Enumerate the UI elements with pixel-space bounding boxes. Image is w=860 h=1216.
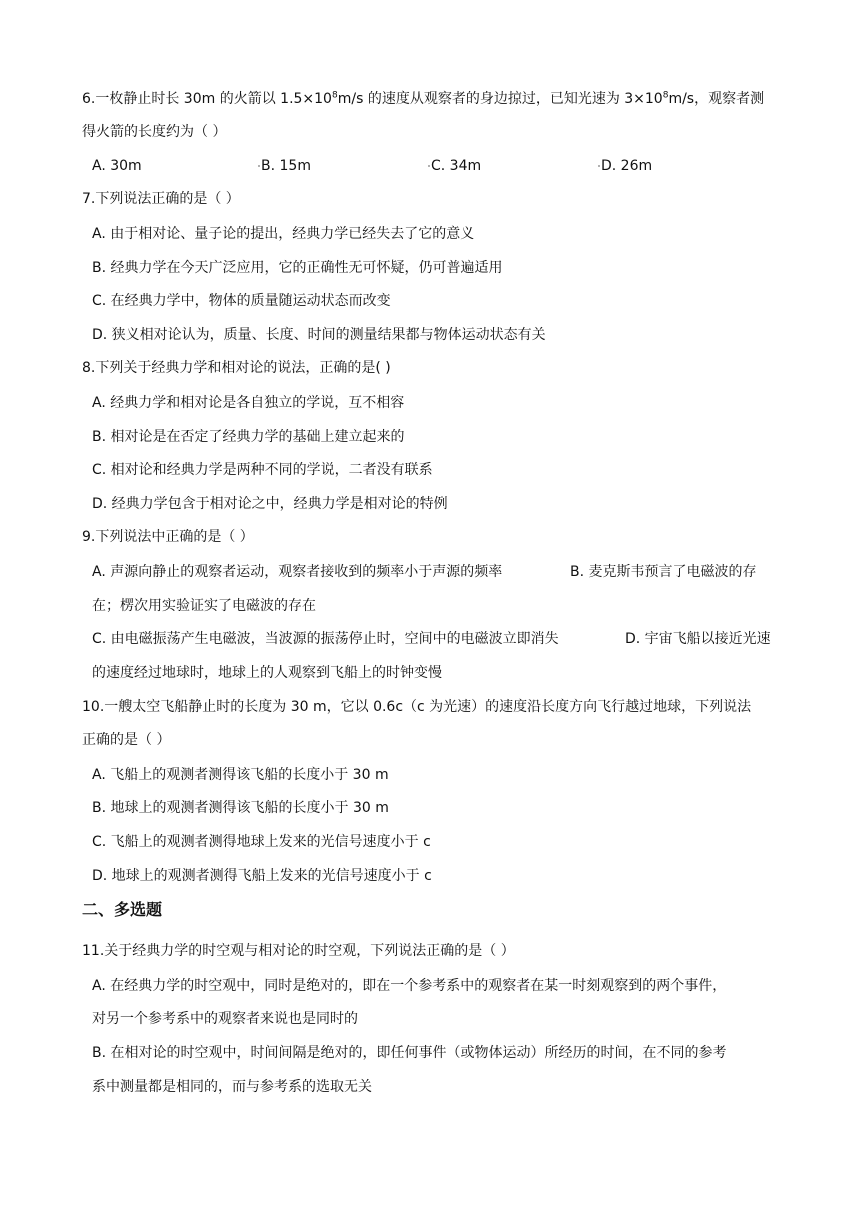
- q9-option-b-line1: B. 麦克斯韦预言了电磁波的存: [570, 564, 757, 580]
- q6-text-part3: m/s，观察者测: [668, 91, 765, 107]
- q7-stem: 7.下列说法正确的是（ ）: [82, 191, 240, 207]
- q10-option-b: B. 地球上的观测者测得该飞船的长度小于 30 m: [92, 800, 389, 816]
- bullet-dot-icon: [258, 165, 260, 167]
- q10-option-c: C. 飞船上的观测者测得地球上发来的光信号速度小于 c: [92, 834, 431, 850]
- q7-option-d: D. 狭义相对论认为，质量、长度、时间的测量结果都与物体运动状态有关: [92, 327, 546, 343]
- q9-option-a: A. 声源向静止的观察者运动，观察者接收到的频率小于声源的频率: [92, 564, 503, 580]
- q9-option-d-line2: 的速度经过地球时，地球上的人观察到飞船上的时钟变慢: [92, 665, 442, 681]
- q7-option-c: C. 在经典力学中，物体的质量随运动状态而改变: [92, 293, 391, 309]
- q11-stem: 11.关于经典力学的时空观与相对论的时空观，下列说法正确的是（ ）: [82, 943, 515, 959]
- q6-option-c: C. 34m: [428, 156, 481, 176]
- q9-stem: 9.下列说法中正确的是（ ）: [82, 529, 254, 545]
- q7-option-b: B. 经典力学在今天广泛应用，它的正确性无可怀疑，仍可普遍适用: [92, 260, 503, 276]
- q8-option-d: D. 经典力学包含于相对论之中，经典力学是相对论的特例: [92, 496, 448, 512]
- bullet-dot-icon: [428, 165, 430, 167]
- q6-exponent-2: 8: [662, 90, 669, 101]
- q10-option-a: A. 飞船上的观测者测得该飞船的长度小于 30 m: [92, 767, 389, 783]
- q6-exponent-1: 8: [331, 90, 338, 101]
- q9-option-b-line2: 在；楞次用实验证实了电磁波的存在: [92, 598, 316, 614]
- q10-stem-line1: 10.一艘太空飞船静止时的长度为 30 m，它以 0.6c（c 为光速）的速度沿长度方向飞行越过地球，下列说法: [82, 699, 752, 715]
- q9-option-d-line1: D. 宇宙飞船以接近光速: [625, 631, 771, 647]
- q6-option-b: B. 15m: [258, 156, 311, 176]
- q11-option-b-line1: B. 在相对论的时空观中，时间间隔是绝对的，即任何事件（或物体运动）所经历的时间，在不同的参考: [92, 1045, 727, 1061]
- q10-option-d: D. 地球上的观测者测得飞船上发来的光信号速度小于 c: [92, 868, 432, 884]
- q10-stem-line2: 正确的是（ ）: [82, 732, 171, 748]
- q11-option-b-line2: 系中测量都是相同的，而与参考系的选取无关: [92, 1079, 372, 1095]
- q6-text-part2: m/s 的速度从观察者的身边掠过，已知光速为 3×10: [337, 91, 663, 107]
- bullet-dot-icon: [598, 165, 600, 167]
- q6-option-a: A. 30m: [92, 158, 142, 174]
- q7-option-a: A. 由于相对论、量子论的提出，经典力学已经失去了它的意义: [92, 226, 475, 242]
- q8-option-b: B. 相对论是在否定了经典力学的基础上建立起来的: [92, 429, 405, 445]
- q11-option-a-line1: A. 在经典力学的时空观中，同时是绝对的，即在一个参考系中的观察者在某一时刻观察到的两个事件，: [92, 978, 727, 994]
- q6-stem-line2: 得火箭的长度约为（ ）: [82, 124, 227, 140]
- q8-stem: 8.下列关于经典力学和相对论的说法，正确的是( ): [82, 360, 391, 376]
- q6-option-d: D. 26m: [598, 156, 652, 176]
- q11-option-a-line2: 对另一个参考系中的观察者来说也是同时的: [92, 1011, 358, 1027]
- q6-stem-line1: [82, 89, 764, 109]
- section-heading: 二、多选题: [82, 900, 163, 919]
- q6-text-part1: 6.一枚静止时长 30m 的火箭以 1.5×10: [82, 91, 332, 107]
- q8-option-c: C. 相对论和经典力学是两种不同的学说，二者没有联系: [92, 462, 433, 478]
- q8-option-a: A. 经典力学和相对论是各自独立的学说，互不相容: [92, 395, 405, 411]
- q9-option-c: C. 由电磁振荡产生电磁波，当波源的振荡停止时，空间中的电磁波立即消失: [92, 631, 559, 647]
